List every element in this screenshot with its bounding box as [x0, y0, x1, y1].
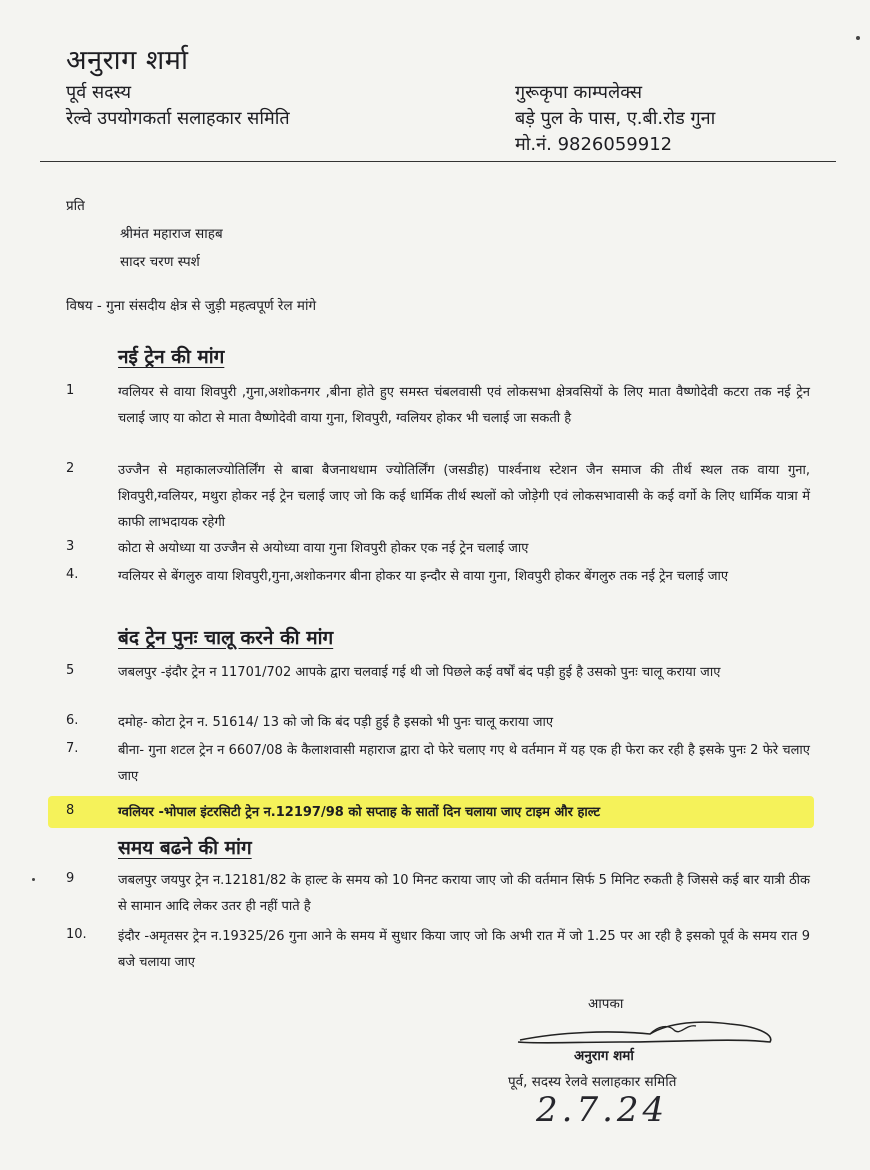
item-text: ग्वलियर -भोपाल इंटरसिटी ट्रेन न.12197/98 को सप्ताह के सातों दिन चलाया जाए टाइम और हाल्ट: [118, 805, 601, 820]
recipient-name: श्रीमंत महाराज साहब: [120, 226, 223, 242]
scan-mark: [32, 878, 35, 881]
prati-label: प्रति: [66, 198, 85, 214]
item-text: उज्जैन से महाकालज्योतिर्लिंग से बाबा बैजनाथधाम ज्योतिर्लिंग (जसडीह) पार्श्वनाथ स्टेशन जैन समाज की तीर्थ स्थल तक वाया गुना, शिवपुरी,ग्वलियर, मथुरा होकर नई ट्रेन चलाई जाए जो कि कई धार्मिक तीर्थ स्थलों को जोड़ेगी एवं लोकसभावासी के कई वर्गो के लिए धार्मिक यात्रा में काफी लाभदायक रहेगी: [118, 463, 810, 530]
item-number: 10.: [66, 927, 87, 942]
item-text: ग्वलियर से वाया शिवपुरी ,गुना,अशोकनगर ,बीना होते हुए समस्त चंबलवासी एवं लोकसभा क्षेत्रवसियों के लिए माता वैष्णोदेवी कटरा तक नई ट्रेन चलाई जाए या कोटा से माता वैष्णोदेवी वाया गुना, शिवपुरी, ग्वलियर होकर भी चलाई जा सकती है: [118, 385, 810, 426]
item-text: जबलपुर जयपुर ट्रेन न.12181/82 के हाल्ट के समय को 10 मिनट कराया जाए जो की वर्तमान सिर्फ 5 मिनिट रुकती है जिससे कई बार यात्री ठीक से सामान आदि लेकर उतर ही नहीं पाते है: [118, 873, 810, 914]
item-text: इंदौर -अमृतसर ट्रेन न.19325/26 गुना आने के समय में सुधार किया जाए जो कि अभी रात में जो 1.25 पर आ रही है इसको पूर्व के समय रात 9 बजे चलाया जाए: [118, 929, 810, 970]
mobile-number: मो.नं. 9826059912: [515, 134, 673, 155]
signatory-designation: पूर्व, सदस्य रेलवे सलाहकार समिति: [508, 1074, 677, 1090]
item-number: 3: [66, 539, 75, 554]
item-text: दमोह- कोटा ट्रेन न. 51614/ 13 को जो कि बंद पड़ी हुई है इसको भी पुनः चालू कराया जाए: [118, 715, 554, 730]
sender-position: पूर्व सदस्य: [66, 82, 132, 103]
item-number: 1: [66, 383, 75, 398]
address-line-1: गुरूकृपा काम्पलेक्स: [515, 82, 643, 103]
signatory-name: अनुराग शर्मा: [574, 1048, 634, 1064]
item-number: 5: [66, 663, 75, 678]
subject-line: विषय - गुना संसदीय क्षेत्र से जुड़ी महत्वपूर्ण रेल मांगे: [66, 298, 317, 314]
handwritten-date: 2.7.24: [536, 1090, 669, 1130]
item-text: बीना- गुना शटल ट्रेन न 6607/08 के कैलाशवासी महाराज द्वारा दो फेरे चलाए गए थे वर्तमान में यह एक ही फेरा कर रही है इसके पुनः 2 फेरे चलाए जाए: [118, 743, 810, 784]
sender-name: अनुराग शर्मा: [66, 45, 189, 76]
sender-committee: रेल्वे उपयोगकर्ता सलाहकार समिति: [66, 108, 290, 129]
closing-aapka: आपका: [588, 996, 624, 1012]
item-text: जबलपुर -इंदौर ट्रेन न 11701/702 आपके द्वारा चलवाई गई थी जो पिछले कई वर्षों बंद पड़ी हुई है उसको पुनः चालू कराया जाए: [118, 665, 721, 680]
heading-new-train: नई ट्रेन की मांग: [118, 346, 225, 368]
scan-mark: [856, 36, 860, 40]
item-number: 2: [66, 461, 75, 476]
signature-scribble: [500, 1012, 790, 1052]
item-number: 4.: [66, 567, 79, 582]
letterhead-divider: [40, 161, 836, 162]
item-number: 6.: [66, 713, 79, 728]
heading-halt-time: समय बढने की मांग: [118, 837, 252, 859]
address-line-2: बड़े पुल के पास, ए.बी.रोड गुना: [515, 108, 716, 129]
item-number: 8: [66, 803, 75, 818]
heading-restart-trains: बंद ट्रेन पुनः चालू करने की मांग: [118, 627, 334, 649]
item-text: कोटा से अयोध्या या उज्जैन से अयोध्या वाया गुना शिवपुरी होकर एक नई ट्रेन चलाई जाए: [118, 541, 529, 556]
item-number: 9: [66, 871, 75, 886]
item-number: 7.: [66, 741, 79, 756]
salutation: सादर चरण स्पर्श: [120, 254, 200, 270]
item-text: ग्वलियर से बेंगलुरु वाया शिवपुरी,गुना,अशोकनगर बीना होकर या इन्दौर से वाया गुना, शिवपुरी होकर बेंगलुरु तक नई ट्रेन चलाई जाए: [118, 569, 729, 584]
